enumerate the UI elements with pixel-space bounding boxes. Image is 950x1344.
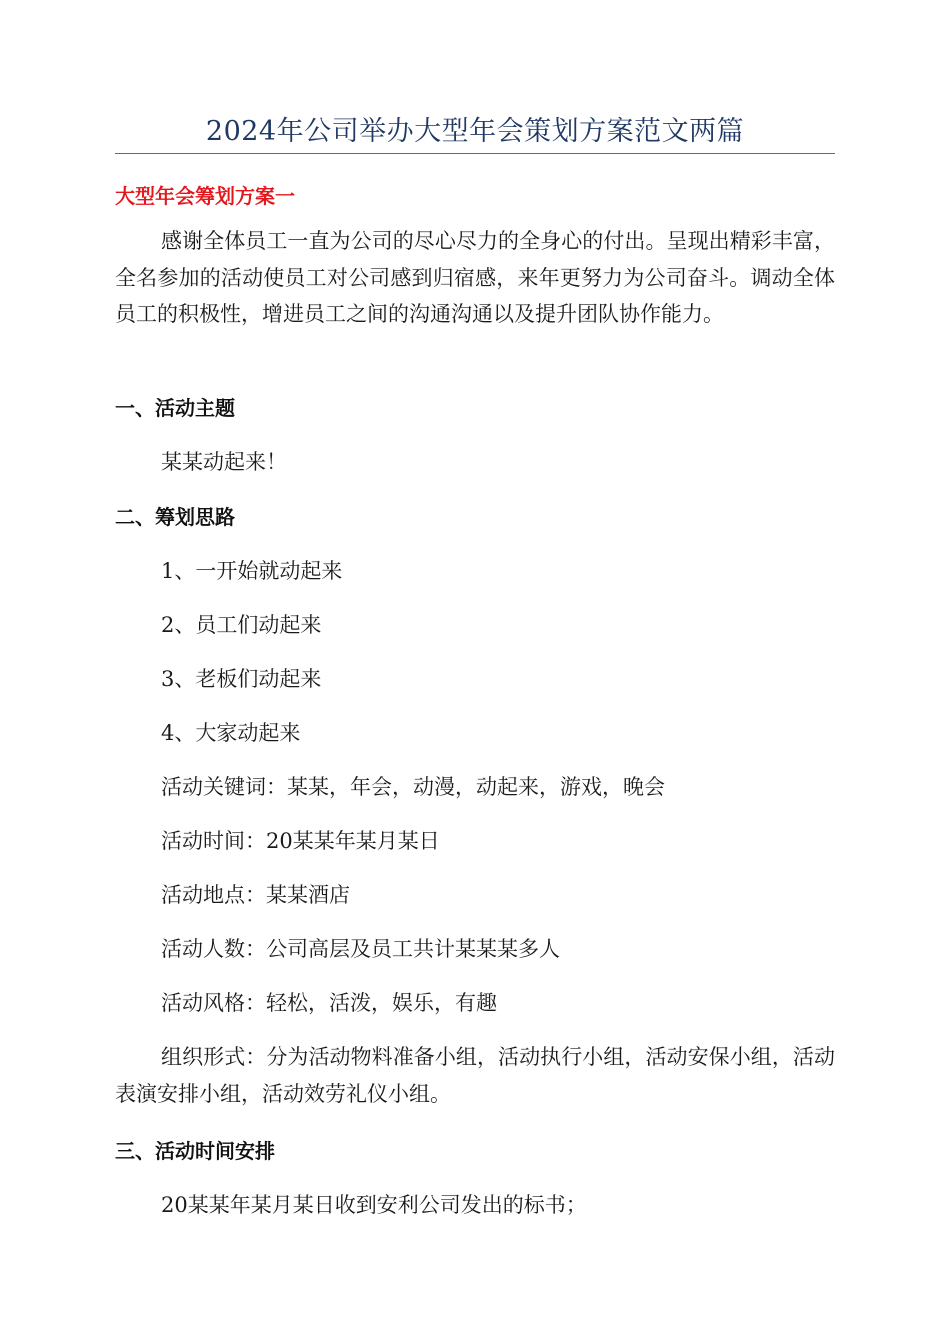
activity-place: 活动地点：某某酒店 [161,883,350,907]
activity-time: 活动时间：20某某年某月某日 [161,829,440,853]
idea-item: 4、大家动起来 [161,721,301,745]
heading-schedule: 三、活动时间安排 [115,1139,275,1163]
heading-planning-ideas: 二、筹划思路 [115,505,235,529]
idea-item: 2、员工们动起来 [161,613,322,637]
title-underline [115,153,835,154]
activity-style: 活动风格：轻松，活泼，娱乐，有趣 [161,991,497,1015]
intro-paragraph: 感谢全体员工一直为公司的尽心尽力的全身心的付出。呈现出精彩丰富，全名参加的活动使员工对公司感到归宿感，来年更努力为公司奋斗。调动全体员工的积极性，增进员工之间的沟通沟通以及提升团队协作能力。 [115,229,835,326]
document-title: 2024年公司举办大型年会策划方案范文两篇 [205,116,745,147]
activity-keywords: 活动关键词：某某，年会，动漫，动起来，游戏，晚会 [161,775,665,799]
idea-item: 3、老板们动起来 [161,667,322,691]
idea-item: 1、一开始就动起来 [161,559,343,583]
theme-text: 某某动起来！ [161,450,287,474]
activity-people: 活动人数：公司高层及员工共计某某某多人 [161,937,560,961]
heading-activity-theme: 一、活动主题 [115,396,235,420]
section-title: 大型年会筹划方案一 [115,184,295,208]
organization-paragraph: 组织形式：分为活动物料准备小组，活动执行小组，活动安保小组，活动表演安排小组，活动效劳礼仪小组。 [115,1045,835,1106]
schedule-item: 20某某年某月某日收到安利公司发出的标书； [161,1193,587,1217]
